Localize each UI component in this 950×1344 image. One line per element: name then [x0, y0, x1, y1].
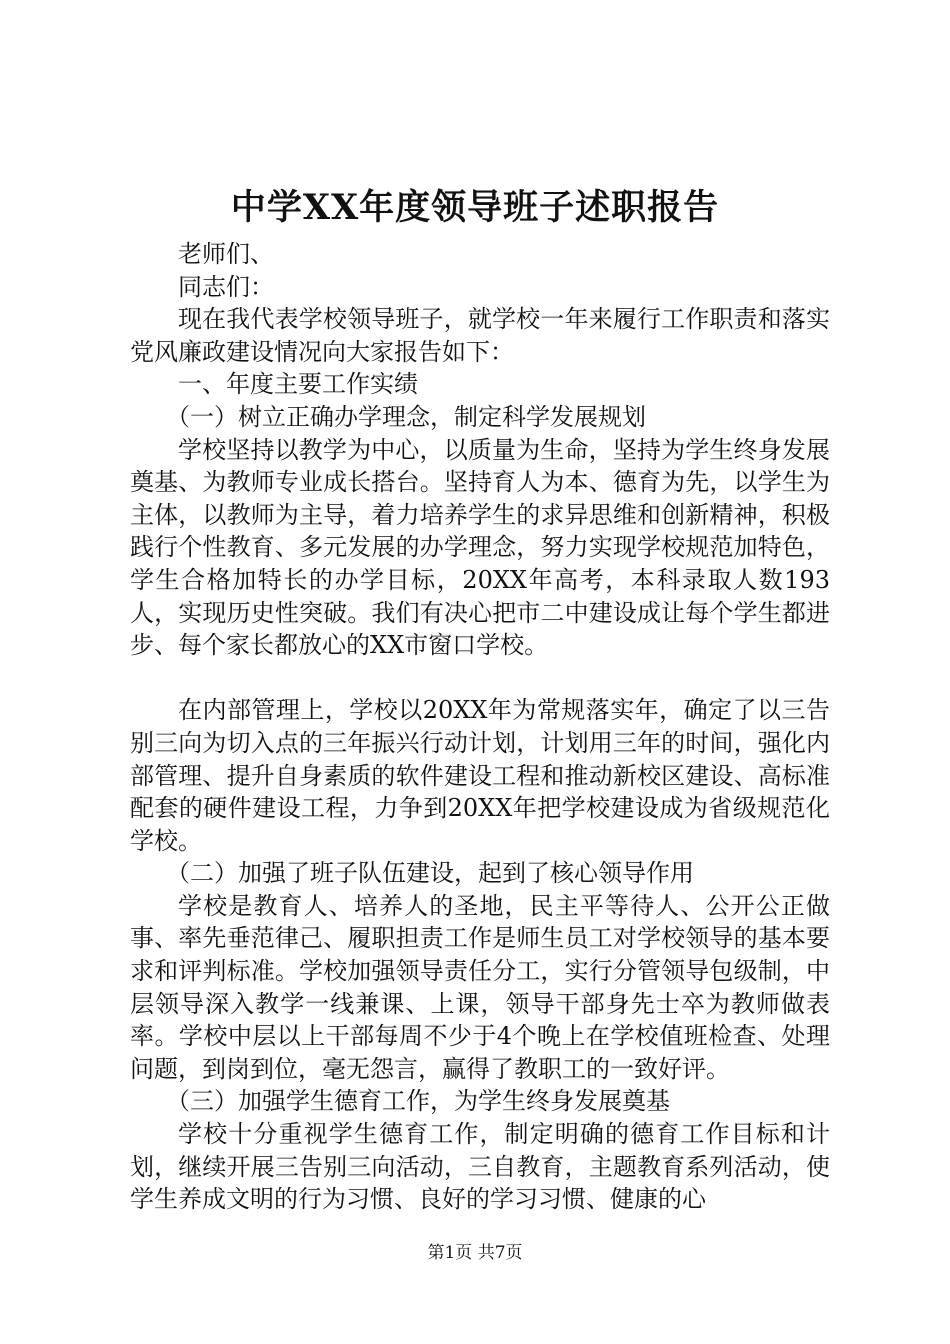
subsection-heading-3: （三）加强学生德育工作，为学生终身发展奠基 — [166, 1087, 670, 1116]
document-body — [130, 238, 830, 1216]
subsection-heading-2: （二）加强了班子队伍建设，起到了核心领导作用 — [166, 859, 694, 888]
body-paragraph-2: 在内部管理上，学校以20XX年为常规落实年，确定了以三告别三向为切入点的三年振兴行动计划，计划用三年的时间，强化内部管理、提升自身素质的软件建设工程和推动新校区建设、高标准配套的硬件建设工程，力争到20XX年把学校建设成为省级规范化学校。 — [130, 696, 830, 855]
page-number: 第1页 共7页 — [427, 1243, 523, 1263]
subsection-heading-1: （一）树立正确办学理念，制定科学发展规划 — [166, 402, 646, 431]
salutation-teachers: 老师们、 — [178, 240, 274, 268]
body-paragraph-3: 学校是教育人、培养人的圣地，民主平等待人、公开公正做事、率先垂范律己、履职担责工作是师生员工对学校领导的基本要求和评判标准。学校加强领导责任分工，实行分管领导包级制，中层领导深入教学一线兼课、上课，领导干部身先士卒为教师做表率。学校中层以上干部每周不少于4个晚上在学校值班检查、处理问题，到岗到位，毫无怨言，赢得了教职工的一致好评。 — [130, 891, 830, 1083]
section-heading: 一、年度主要工作实绩 — [178, 370, 418, 399]
blank-line — [130, 662, 830, 695]
body-paragraph-1: 学校坚持以教学为中心，以质量为生命，坚持为学生终身发展奠基、为教师专业成长搭台。坚持育人为本、德育为先，以学生为主体，以教师为主导，着力培养学生的求异思维和创新精神，积极践行个性教育、多元发展的办学理念，努力实现学校规范加特色，学生合格加特长的办学目标，20XX年高考，本科录取人数193人，实现历史性突破。我们有决心把市二中建设成让每个学生都进步、每个家长都放心的XX市窗口学校。 — [130, 435, 830, 660]
document-title: 中学XX年度领导班子述职报告 — [230, 187, 720, 228]
body-paragraph-4: 学校十分重视学生德育工作，制定明确的德育工作目标和计划，继续开展三告别三向活动，三自教育，主题教育系列活动，使学生养成文明的行为习惯、良好的学习习惯、健康的心 — [130, 1120, 830, 1214]
salutation-comrades: 同志们： — [178, 272, 274, 301]
intro-paragraph: 现在我代表学校领导班子，就学校一年来履行工作职责和落实党风廉政建设情况向大家报告如下： — [130, 305, 830, 366]
